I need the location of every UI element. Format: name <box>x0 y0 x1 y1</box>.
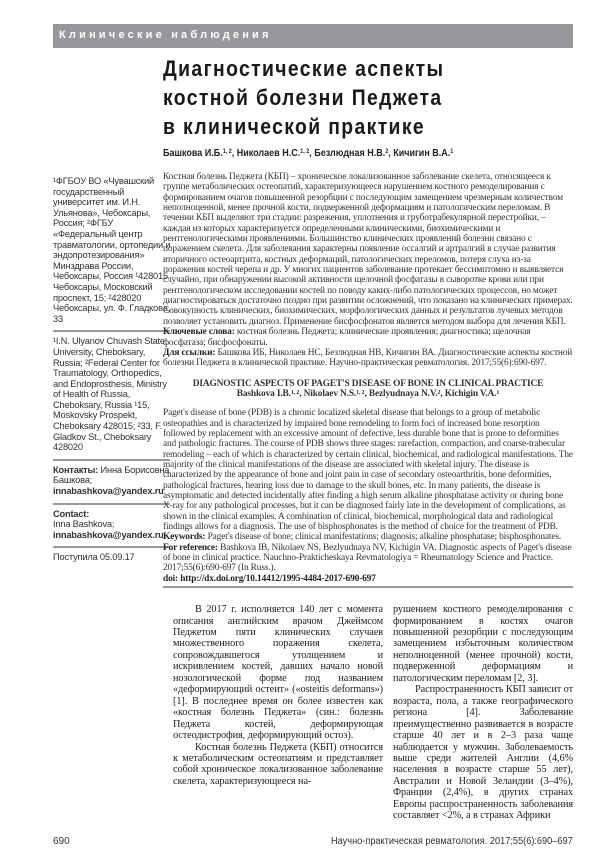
main-content <box>163 172 573 822</box>
article-header <box>163 54 573 160</box>
reference-ru <box>163 348 573 369</box>
keywords-text: костная болезнь Педжета; клинические проявления; диагностика; щелочная фосфатаза; бисфосфонаты. <box>163 327 531 348</box>
affil-sup: 2 <box>385 149 389 155</box>
sidebar <box>53 172 171 822</box>
title-en: DIAGNOSTIC ASPECTS OF PAGET'S DISEASE OF BONE IN CLINICAL PRACTICE <box>192 378 544 389</box>
reference-label: Для ссылки: <box>163 347 216 358</box>
affil-sup: 1, 2 <box>300 149 310 155</box>
reference-text: Bashkova IB, Nikolaev NS, Bezlyudnaya NV, Kichigin VA. Diagnostic aspects of Paget's disease of bone in clinical practice. Nauchno-Prakticheskaya Revmatologiya = Rheumatology Science and Practice. 2017;55(6):690-697 (In Russ.). <box>163 542 572 574</box>
doi-link[interactable]: doi: http://dx.doi.org/10.14412/1995-4484-2017-690-697 <box>163 573 376 584</box>
reference-label: For reference: <box>163 542 218 553</box>
author: Bezlyudnaya N.V. <box>368 388 438 399</box>
body-column-right <box>393 604 573 822</box>
affil-sup: 1 <box>450 149 454 155</box>
title-line: костной болезни Педжета <box>163 85 443 110</box>
affil-sup: 2 <box>437 389 441 396</box>
affil-sup: 1 <box>496 389 500 396</box>
email-link[interactable]: innabashkova@yandex.ru <box>53 529 164 540</box>
keywords-ru <box>163 327 573 348</box>
paragraph: Костная болезнь Педжета (КБП) относится к метаболическим остеопатиям и представляет собой хроническое локализованное заболевание скелета, характеризующееся на- <box>173 741 383 787</box>
title-line: в клинической практике <box>163 114 426 139</box>
title-line: Диагностические аспекты <box>163 56 445 81</box>
received-date <box>53 548 171 569</box>
page-number: 690 <box>53 835 70 847</box>
author: Башкова И.Б. <box>163 148 223 159</box>
reference-text: Башкова ИБ, Николаев НС, Безлюдная НВ, Кичигин ВА. Диагностические аспекты костной болезни Педжета в клинической практике. Научно-практическая ревматология. 2017;55(6):690-697. <box>163 347 573 369</box>
journal-footer: Научно-практическая ревматология. 2017;55(6):690–697 <box>331 835 573 847</box>
affiliations-en <box>53 332 171 459</box>
body-columns <box>173 604 573 822</box>
author: Николаев Н.С. <box>236 148 301 159</box>
contact-name: Inna Bashkova; <box>53 519 115 530</box>
received-text: Поступила 05.09.17 <box>53 552 135 563</box>
author: Кичигин В.А. <box>393 148 451 159</box>
contacts-ru <box>53 461 171 503</box>
abstract-ru: Костная болезнь Педжета (КБП) – хроническое локализованное заболевание скелета, относящееся к группе метаболических остеопатий, характеризующееся нарушением костного ремоделирования с формированием очагов повышенной резорбции с последующим замещением чрезмерным количеством неполноценной, менее прочной кости, подверженной деформациям и патологическим переломам. В течении КБП выделяют три стадии: разрежения, уплотнения и груботрабекулярной перестройки, – каждая из которых характеризуется определенными клиническими, биохимическими и рентгенологическими проявлениями. Большинство клинических проявлений болезни связано с поражением скелета. Для заболевания характерны появление оссалгий и артралгий в случае развития вторичного остеоартрита, костных деформаций, патологических переломов, потеря слуха из-за поражения костей черепа и др. У многих пациентов заболевание протекает бессимптомно и выявляется случайно, при обнаружении высокой активности щелочной фосфатазы в сыворотке крови или при рентгенологическом исследовании костей по поводу каких-либо патологических процессов, но может диагностироваться достаточно поздно при развитии осложнений, что показано на клинических примерах. Совокупность клинических, биохимических, морфологических данных и результатов лучевых методов позволяет установить диагноз. Применение бисфосфонатов является методом выбора для лечения КБП. <box>163 172 573 327</box>
affil-sup: 1, 2 <box>222 149 232 155</box>
keywords-label: Keywords: <box>163 532 206 543</box>
paragraph: В 2017 г. исполняется 140 лет с момента описания английским врачом Джеймсом Педжетом пяти клинических случаев множественного поражения скелета, сопровождавшегося утолщением и искривлением костей, давших начало новой нозологической форме под названием «деформирующий остеит» («osteitis deformans») [1]. В последнее время он более известен как «костная болезнь Педжета» (син.: болезнь Педжета костей, деформирующая остеодистрофия, деформирующий остоз). <box>173 604 383 742</box>
section-banner-label: Клинические наблюдения <box>59 29 272 41</box>
abstract-divider <box>163 586 573 588</box>
abstract-block <box>163 172 573 584</box>
section-banner <box>53 24 573 48</box>
affiliations-en-text: ¹I.N. Ulyanov Chuvash State University, Cheboksary, Russia; ²Federal Center for Traumatology, Orthopedics, and Endoprosthesis, Ministry of Health of Russia, Cheboksary, Russia ¹15, Moskovsky Prospekt, Cheboksary 428015; ²33, F. Gladkov St., Cheboksary 428020 <box>53 336 167 453</box>
keywords-en <box>163 532 573 542</box>
affil-sup: 1, 2 <box>290 389 300 396</box>
affil-sup: 1, 2 <box>356 389 365 396</box>
contacts-en <box>53 505 171 547</box>
author: Kichigin V.A. <box>444 388 497 399</box>
authors-en: Bashkova I.B.$^{1, 2}$, Nikolaev N.S.$^{1, 2}$, Bezlyudnaya N.V.$^2$, Kichigin V.A.$^1$ <box>236 388 500 399</box>
contact-label: Contact: <box>53 508 90 519</box>
keywords-label: Ключевые слова: <box>163 327 235 338</box>
abstract-en: Paget's disease of bone (PDB) is a chronic localized skeletal disease that belongs to a group of metabolic osteopathies and is characterized by impaired bone remodeling to form foci of increased bone resorption followed by replacement with an excessive amount of defective, less durable bone that is prone to deformities and pathologic fractures. The course of PDB shows three stages: rarefaction, compaction, and coarse-trabecular remodeling – each of which is characterized by certain clinical, biochemical, and radiological manifestations. The majority of the clinical manifestations of the disease are associated with skeletal injury. The disease is characterized by the appearance of bone and joint pain in case of secondary osteoarthritis, bone deformities, pathological fractures, hearing loss due to damage to the skull bones, etc. In many patients, the disease is asymptomatic and detected incidentally after finding a high serum alkaline phosphatase activity or during bone X-ray for any pathological processes, but it can be diagnosed fairly late in the development of complications, as shown in the clinical examples. A combination of clinical, biochemical, morphological data and radiological findings allows for a diagnosis. The use of bisphosphonates is the method of choice for the treatment of PDB. <box>163 408 573 532</box>
authors-ru: Башкова И.Б.$^{1, 2}$, Николаев Н.С.$^{1, 2}$, Безлюдная Н.В.$^2$, Кичигин В.А.$^1$ <box>163 148 454 159</box>
contacts-name: Инна Борисовна Башкова; <box>53 464 170 486</box>
body-column-left <box>173 604 383 822</box>
contacts-label: Контакты: <box>53 464 99 475</box>
page-footer <box>53 836 573 847</box>
author: Nikolaev N.S. <box>303 388 357 399</box>
paragraph: рушением костного ремоделирования с формированием в костях очагов повышенной резорбции с последующим замещением избыточным количеством неполноценной (менее прочной) кости, подверженной деформациям и патологическим переломам [2, 3]. <box>393 604 573 684</box>
paragraph: Распространенность КБП зависит от возраста, пола, а также географического региона [4]. Заболевание преимущественно развивается в возрасте старше 40 лет и в 2–3 раза чаще наблюдается у мужчин. Заболеваемость выше среди жителей Англии (4,6% населения в возрасте старше 55 лет), Австралии и Новой Зеландии (3–4%), Франции (2,4%), в других странах Европы распространенность заболевания составляет <2%, а в странах Африки <box>393 684 573 822</box>
email-link[interactable]: innabashkova@yandex.ru <box>53 486 164 497</box>
keywords-text: Paget's disease of bone; clinical manifestations; diagnosis; alkaline phosphatase; bisphosphonates. <box>207 532 562 543</box>
content-row <box>53 172 573 822</box>
author: Безлюдная Н.В. <box>314 148 386 159</box>
affiliations-ru-text: ¹ФГБОУ ВО «Чувашский государственный университет им. И.Н. Ульянова», Чебоксары, Россия; ²ФГБУ «Федеральный центр травматологии, ортопедии и эндопротезирования» Минздрава России, Чебоксары, Россия ¹428015 Чебоксары, Московский проспект, 15; ²428020 Чебоксары, ул. Ф. Гладкова, 33 <box>53 176 171 324</box>
article-title <box>163 54 573 141</box>
reference-en <box>163 543 573 574</box>
affiliations-ru <box>53 172 171 330</box>
author: Bashkova I.B. <box>236 388 291 399</box>
